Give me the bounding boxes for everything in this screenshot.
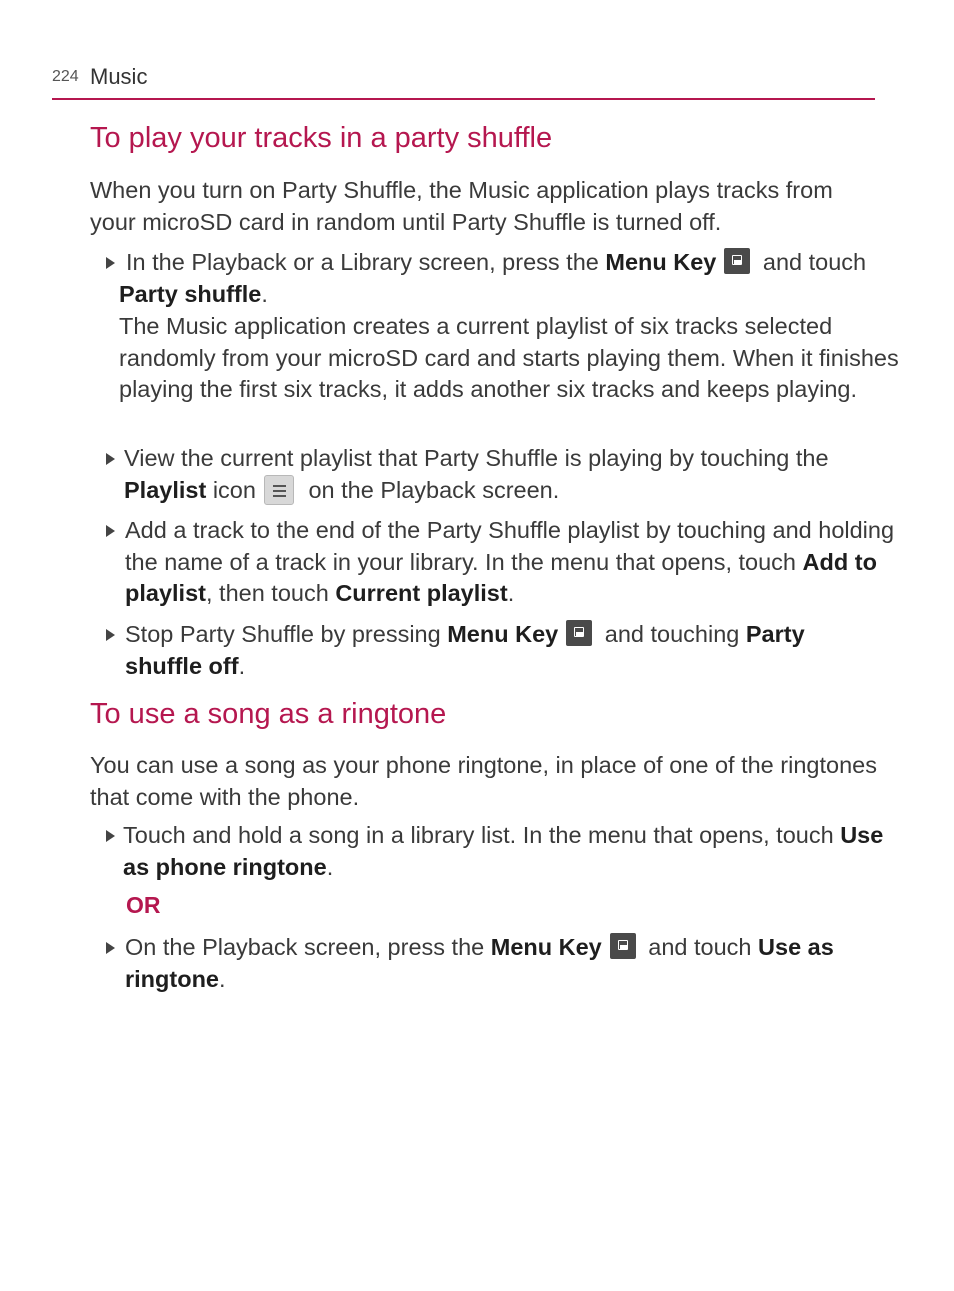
party-shuffle-intro: When you turn on Party Shuffle, the Music application plays tracks from your microSD card in random until Party Shuffle is turned off.: [90, 177, 833, 235]
party-shuffle-note: The Music application creates a current playlist of six tracks selected randomly from your microSD card and starts playing them. When it finishes playing the first six tracks, it adds another six tracks and keeps playing.: [119, 313, 899, 402]
bullet-add-track: Add a track to the end of the Party Shuffle playlist by touching and holding the name of a track in your library. In the menu that opens, touch Add to playlist, then touch Current playlist.: [125, 517, 895, 606]
bullet-view-playlist: View the current playlist that Party Shuffle is playing by touching the Playlist icon on the Playback screen.: [124, 445, 829, 503]
menu-key-icon: [566, 620, 592, 646]
section-name: Music: [90, 64, 148, 89]
playlist-label: Playlist: [124, 476, 207, 503]
use-as-phone-ringtone-label: Use as phone ringtone: [123, 822, 884, 880]
playlist-icon: [264, 475, 294, 505]
ringtone-intro: You can use a song as your phone ringtone, in place of one of the ringtones that come with the phone.: [90, 752, 877, 810]
add-to-playlist-label: Add to playlist: [125, 548, 877, 606]
bullet-arrow-icon: [106, 257, 115, 269]
menu-key-label: Menu Key: [490, 934, 602, 960]
bullet-arrow-icon: [106, 629, 115, 641]
menu-key-label: Menu Key: [605, 249, 717, 275]
section-title-party-shuffle: To play your tracks in a party shuffle: [90, 122, 553, 154]
bullet-party-shuffle-on: In the Playback or a Library screen, press the Menu Key and touch Party shuffle. The Music application creates a current playlist of six tracks selected randomly from your microSD card and starts playing them. When it finishes playing the first six tracks, it adds another six tracks and keeps playing.: [119, 247, 899, 406]
menu-key-icon: [724, 248, 750, 274]
page-header: [52, 62, 875, 100]
bullet-arrow-icon: [106, 830, 115, 842]
menu-key-icon: [610, 933, 636, 959]
party-shuffle-off-label: Party shuffle off: [125, 621, 805, 679]
page-number: 224: [52, 68, 79, 85]
party-shuffle-label: Party shuffle: [119, 280, 262, 307]
bullet-stop-shuffle: Stop Party Shuffle by pressing Menu Key and touching Party shuffle off.: [125, 621, 805, 679]
bullet-use-as-ringtone-playback: On the Playback screen, press the Menu Key and touch Use as ringtone.: [125, 934, 834, 992]
menu-key-label: Menu Key: [447, 621, 559, 647]
bullet-use-as-ringtone-list: Touch and hold a song in a library list. In the menu that opens, touch Use as phone ringtone.: [123, 822, 884, 880]
bullet-arrow-icon: [106, 942, 115, 954]
current-playlist-label: Current playlist: [335, 580, 508, 606]
section-title-ringtone: To use a song as a ringtone: [90, 698, 447, 730]
or-separator: OR: [126, 892, 161, 918]
bullet-arrow-icon: [106, 525, 115, 537]
bullet-arrow-icon: [106, 453, 115, 465]
use-as-ringtone-label: Use as ringtone: [125, 934, 834, 992]
